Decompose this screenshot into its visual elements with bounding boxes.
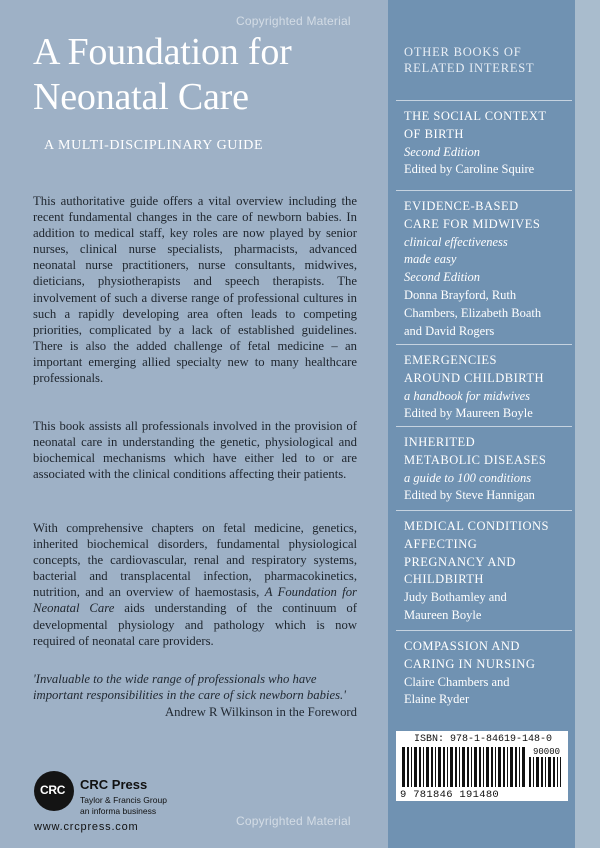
sidebar-divider <box>396 426 572 427</box>
related-book-author-line: Edited by Caroline Squire <box>404 162 535 177</box>
barcode-bar <box>522 747 525 787</box>
barcode-number: 9 781846 191480 <box>400 789 500 801</box>
barcode-bar <box>431 747 433 787</box>
barcode-bar <box>483 747 484 787</box>
barcode-bar <box>459 747 460 787</box>
related-book-subtitle-line: Second Edition <box>404 270 481 285</box>
related-book-2 <box>404 198 569 340</box>
crc-logo <box>34 771 74 811</box>
related-book-author-line: Chambers, Elizabeth Boath <box>404 305 542 320</box>
barcode-bar <box>450 747 453 787</box>
related-book-title-line: OF BIRTH <box>404 126 464 141</box>
sidebar-divider <box>396 190 572 191</box>
related-book-title-line: AFFECTING <box>404 536 478 551</box>
related-book-title-line: MEDICAL CONDITIONS <box>404 519 549 533</box>
book-subtitle: A MULTI-DISCIPLINARY GUIDE <box>44 138 264 153</box>
watermark-top: Copyrighted Material <box>236 14 351 28</box>
barcode-bar <box>541 757 543 787</box>
barcode-bar <box>519 747 520 787</box>
sidebar-divider <box>396 630 572 631</box>
sidebar-divider <box>396 100 572 101</box>
related-book-title-line: AROUND CHILDBIRTH <box>404 370 545 385</box>
related-book-title-line: CARE FOR MIDWIVES <box>404 216 541 231</box>
related-book-subtitle-line: made easy <box>404 252 457 267</box>
barcode-bar <box>495 747 496 787</box>
barcode-addon-bars <box>529 757 561 797</box>
watermark-bottom: Copyrighted Material <box>236 814 351 828</box>
barcode-bar <box>423 747 424 787</box>
related-book-title-line: CHILDBIRTH <box>404 572 484 587</box>
related-book-title-line: CARING IN NURSING <box>404 656 536 671</box>
barcode-bar <box>426 747 429 787</box>
barcode-bar <box>491 747 493 787</box>
publisher-business: an informa business <box>80 806 157 816</box>
blurb-paragraph-3 <box>33 520 357 649</box>
related-book-title-line: INHERITED <box>404 435 476 449</box>
related-book-subtitle-line: a guide to 100 conditions <box>404 470 532 485</box>
barcode-bar <box>515 747 517 787</box>
barcode-bar <box>479 747 481 787</box>
barcode-addon-number: 90000 <box>533 747 561 757</box>
publisher-group: Taylor & Francis Group <box>80 795 167 805</box>
review-quote: 'Invaluable to the wide range of professionals who have important responsibilities in the care of sick newborn babies.' <box>33 672 346 703</box>
barcode-bar <box>474 747 477 787</box>
related-book-title-line: COMPASSION AND <box>404 639 520 653</box>
barcode-bar <box>407 747 409 787</box>
barcode-bar <box>455 747 457 787</box>
barcode-bar <box>471 747 472 787</box>
barcode-bar <box>536 757 539 787</box>
crc-logo-text: CRC <box>40 783 66 797</box>
barcode-bar <box>498 747 501 787</box>
blurb-paragraph-3-start: With comprehensive chapters on fetal medicine, genetics, inherited biochemical disorders, fundamental physiological concepts, the cardiovascular, renal and respiratory systems, bacterial and transplacental infection, pharmacokinetics, nutrition, and an overview of haemostasis, <box>33 521 357 600</box>
barcode-bar <box>553 757 555 787</box>
barcode-bar <box>411 747 412 787</box>
sidebar-header <box>404 44 569 76</box>
publisher-name: CRC Press <box>80 777 148 792</box>
related-book-title-line: THE SOCIAL CONTEXT <box>404 109 547 123</box>
blurb-paragraph-2: This book assists all professionals involved in the provision of neonatal care in understanding the genetic, physiological and biochemical mechanisms which have either led to or are associated with the clinical conditions affecting their patients. <box>33 419 357 482</box>
blurb-paragraph-3-end: aids understanding of the continuum of developmental physiology and pathology which is now required of neonatal care providers. <box>33 601 357 648</box>
barcode-bar <box>503 747 505 787</box>
barcode-bar <box>510 747 513 787</box>
barcode-bar <box>529 757 531 787</box>
book-title <box>33 30 383 120</box>
related-book-author-line: Donna Brayford, Ruth <box>404 287 517 302</box>
quote-attribution: Andrew R Wilkinson in the Foreword <box>164 705 357 719</box>
book-title-line-1: A Foundation for <box>33 31 292 73</box>
barcode-bar <box>548 757 551 787</box>
related-book-subtitle-line: a handbook for midwives <box>404 388 531 403</box>
sidebar-divider <box>396 344 572 345</box>
book-title-line-2: Neonatal Care <box>33 76 249 118</box>
related-book-subtitle-line: clinical effectiveness <box>404 234 508 249</box>
isbn-text: ISBN: 978-1-84619-148-0 <box>414 734 553 745</box>
cover-edge <box>575 0 600 848</box>
related-book-author-line: and David Rogers <box>404 323 495 338</box>
related-book-author-line: Maureen Boyle <box>404 607 482 622</box>
publisher-url: www.crcpress.com <box>34 821 139 833</box>
barcode-bar <box>560 757 561 787</box>
sidebar-header-line-2: RELATED INTEREST <box>404 61 535 75</box>
barcode-bar <box>486 747 489 787</box>
related-book-title-line: METABOLIC DISEASES <box>404 452 547 467</box>
sidebar-header-line-1: OTHER BOOKS OF <box>404 45 522 59</box>
barcode-bar <box>462 747 465 787</box>
barcode-bar <box>507 747 508 787</box>
related-book-author-line: Edited by Steve Hannigan <box>404 488 535 503</box>
related-book-1 <box>404 108 569 179</box>
barcode-bar <box>443 747 445 787</box>
blurb-paragraph-1: This authoritative guide offers a vital overview including the recent fundamental changes in the care of newborn babies. In addition to medical staff, key roles are now played by senior nurses, clinical nurse specialists, pharmacists, advanced neonatal nurse practitioners, nurse consultants, midwives, dieticians, physiotherapists and speech therapists. The involvement of such a diverse range of professional cultures in such a rapidly developing area often leads to competing priorities, complicated by a lack of established guidelines. There is also the added challenge of fetal medicine – an important emerging allied specialty new to many healthcare professionals. <box>33 194 357 386</box>
barcode-bar <box>438 747 441 787</box>
related-book-title-line: EMERGENCIES <box>404 353 497 367</box>
related-book-author-line: Judy Bothamley and <box>404 590 507 605</box>
related-book-subtitle-line: Second Edition <box>404 144 481 159</box>
related-book-title-line: EVIDENCE-BASED <box>404 199 519 213</box>
barcode-bars <box>402 747 526 787</box>
related-book-author-line: Claire Chambers and <box>404 674 510 689</box>
related-book-5 <box>404 518 569 625</box>
related-book-title-line: PREGNANCY AND <box>404 554 516 569</box>
barcode-bar <box>419 747 421 787</box>
related-book-4 <box>404 434 569 505</box>
barcode-bar <box>545 757 546 787</box>
barcode-bar <box>435 747 436 787</box>
barcode-bar <box>414 747 417 787</box>
sidebar-divider <box>396 510 572 511</box>
barcode-bar <box>533 757 534 787</box>
blurb-book-title-italic: A Foundation for Neonatal Care <box>33 585 357 616</box>
related-book-3 <box>404 352 569 423</box>
related-book-author-line: Elaine Ryder <box>404 692 470 707</box>
barcode-bar <box>467 747 469 787</box>
related-book-author-line: Edited by Maureen Boyle <box>404 406 533 421</box>
barcode-bar <box>557 757 558 787</box>
isbn-barcode <box>396 731 568 801</box>
barcode-bar <box>447 747 448 787</box>
barcode-bar <box>402 747 405 787</box>
related-book-6 <box>404 638 569 709</box>
